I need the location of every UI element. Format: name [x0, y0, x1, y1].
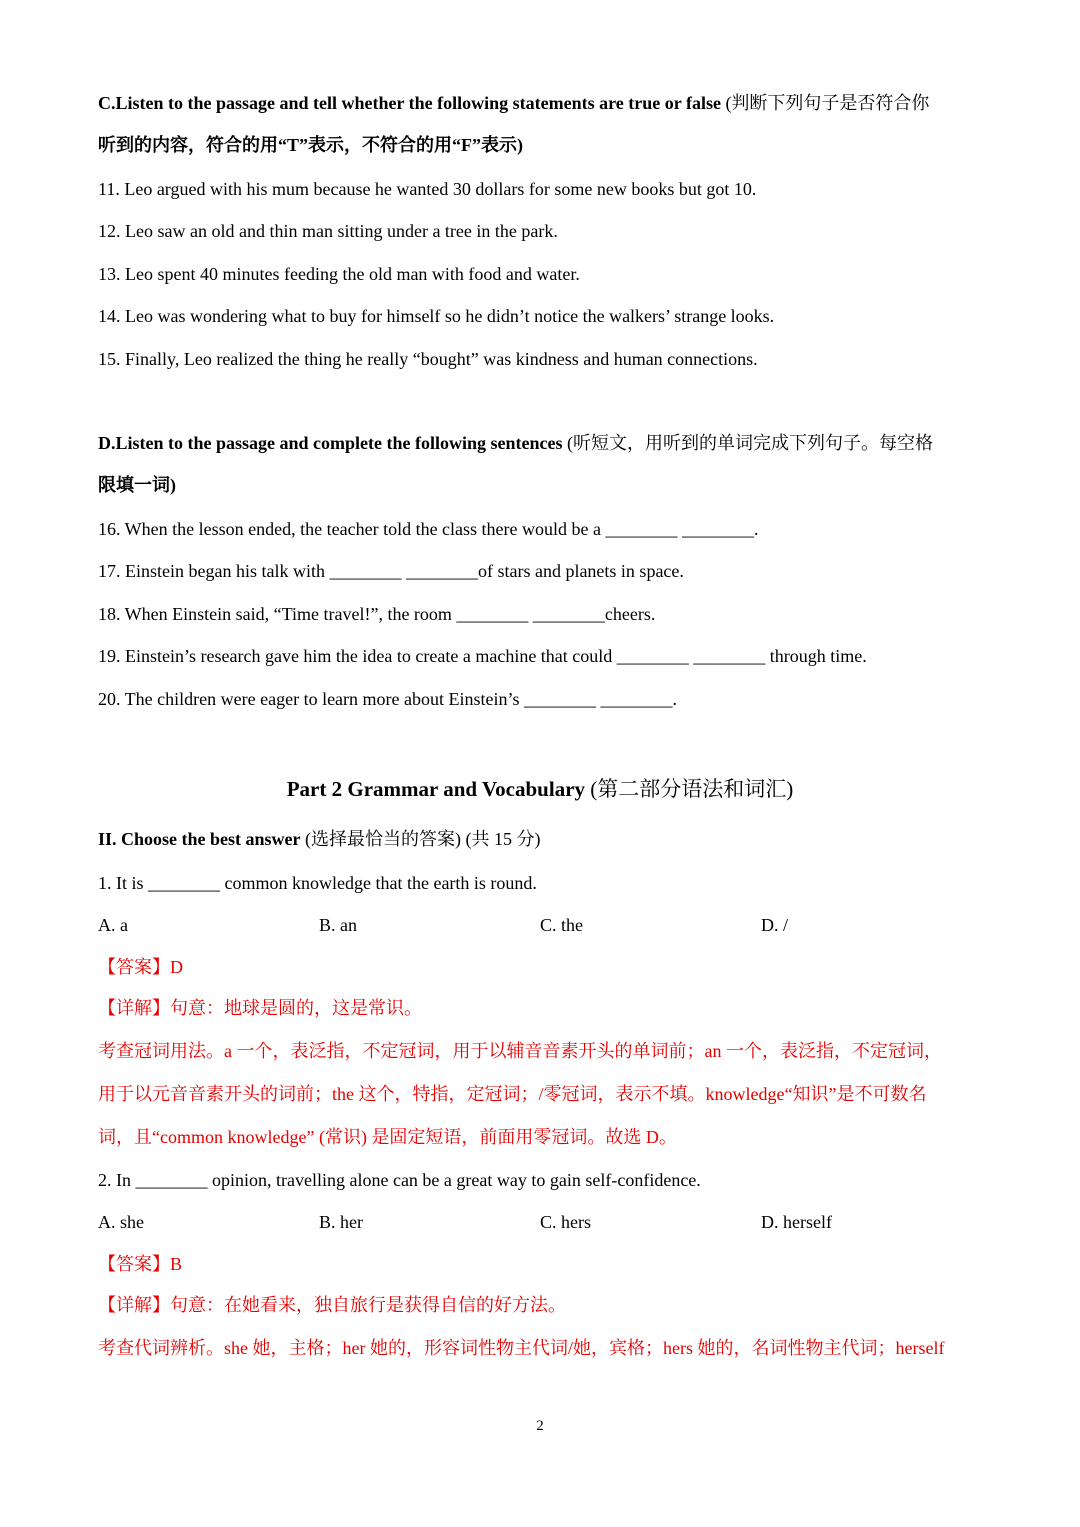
sentence-20: 20. The children were eager to learn more about Einstein’s ________ ________. — [98, 689, 678, 709]
question-1-detail: 【详解】句意：地球是圆的，这是常识。 — [98, 998, 422, 1018]
question-2-option-c: C. hers — [540, 1212, 591, 1232]
section-c-heading-line2: 听到的内容，符合的用“T”表示，不符合的用“F”表示) — [98, 135, 523, 155]
question-1-explanation-line1: 考查冠词用法。a 一个，表泛指，不定冠词，用于以辅音音素开头的单词前；an 一个，表泛指，不定冠词， — [98, 1041, 942, 1061]
section-ii-heading-cn: (选择最恰当的答案) (共 15 分) — [300, 829, 541, 849]
question-2-option-d: D. herself — [761, 1212, 832, 1232]
section-d-heading-line2: 限填一词) — [98, 475, 176, 495]
part2-title-cn: (第二部分语法和词汇) — [585, 777, 794, 801]
question-2-stem: 2. In ________ opinion, travelling alone can be a great way to gain self-confidence. — [98, 1170, 701, 1190]
sentence-16: 16. When the lesson ended, the teacher told the class there would be a ________ ________. — [98, 519, 759, 539]
section-c-heading-en: C.Listen to the passage and tell whether the following statements are true or false — [98, 93, 721, 113]
section-ii-heading — [98, 827, 988, 851]
sentence-18: 18. When Einstein said, “Time travel!”, the room ________ ________cheers. — [98, 604, 656, 624]
question-1-stem: 1. It is ________ common knowledge that the earth is round. — [98, 873, 537, 893]
section-c-heading-cn: (判断下列句子是否符合你 — [720, 93, 930, 113]
statement-15: 15. Finally, Leo realized the thing he really “bought” was kindness and human connections. — [98, 349, 758, 369]
statement-12: 12. Leo saw an old and thin man sitting under a tree in the park. — [98, 221, 558, 241]
part2-title — [0, 775, 1080, 803]
question-2-option-a: A. she — [98, 1212, 144, 1232]
statement-13: 13. Leo spent 40 minutes feeding the old man with food and water. — [98, 264, 580, 284]
question-1-answer: 【答案】D — [98, 957, 183, 977]
section-d-heading-en: D.Listen to the passage and complete the following sentences — [98, 433, 563, 453]
statement-14: 14. Leo was wondering what to buy for himself so he didn’t notice the walkers’ strange looks. — [98, 306, 775, 326]
sentence-17: 17. Einstein began his talk with ________ ________of stars and planets in space. — [98, 561, 684, 581]
question-2-detail: 【详解】句意：在她看来，独自旅行是获得自信的好方法。 — [98, 1295, 566, 1315]
question-1-option-a: A. a — [98, 915, 128, 935]
question-1-option-c: C. the — [540, 915, 583, 935]
question-1-explanation-line3: 词，且“common knowledge” (常识) 是固定短语，前面用零冠词。故选 D。 — [98, 1127, 677, 1147]
question-1-option-d: D. / — [761, 915, 788, 935]
section-c-heading — [98, 91, 988, 115]
section-d-heading — [98, 431, 988, 455]
section-ii-heading-en: II. Choose the best answer — [98, 829, 301, 849]
part2-title-en: Part 2 Grammar and Vocabulary — [286, 777, 586, 801]
sentence-19: 19. Einstein’s research gave him the idea to create a machine that could ________ ________ through time. — [98, 646, 867, 666]
question-2-answer: 【答案】B — [98, 1254, 183, 1274]
question-1-explanation-line2: 用于以元音音素开头的词前；the 这个，特指，定冠词；/零冠词，表示不填。knowledge“知识”是不可数名 — [98, 1084, 927, 1104]
page-number: 2 — [536, 1418, 544, 1434]
statement-11: 11. Leo argued with his mum because he wanted 30 dollars for some new books but got 10. — [98, 179, 757, 199]
question-2-option-b: B. her — [319, 1212, 363, 1232]
question-2-explanation-line1: 考查代词辨析。she 她，主格；her 她的，形容词性物主代词/她，宾格；hers 她的，名词性物主代词；herself — [98, 1338, 945, 1358]
question-1-option-b: B. an — [319, 915, 357, 935]
section-d-heading-cn: (听短文，用听到的单词完成下列句子。每空格 — [562, 433, 933, 453]
